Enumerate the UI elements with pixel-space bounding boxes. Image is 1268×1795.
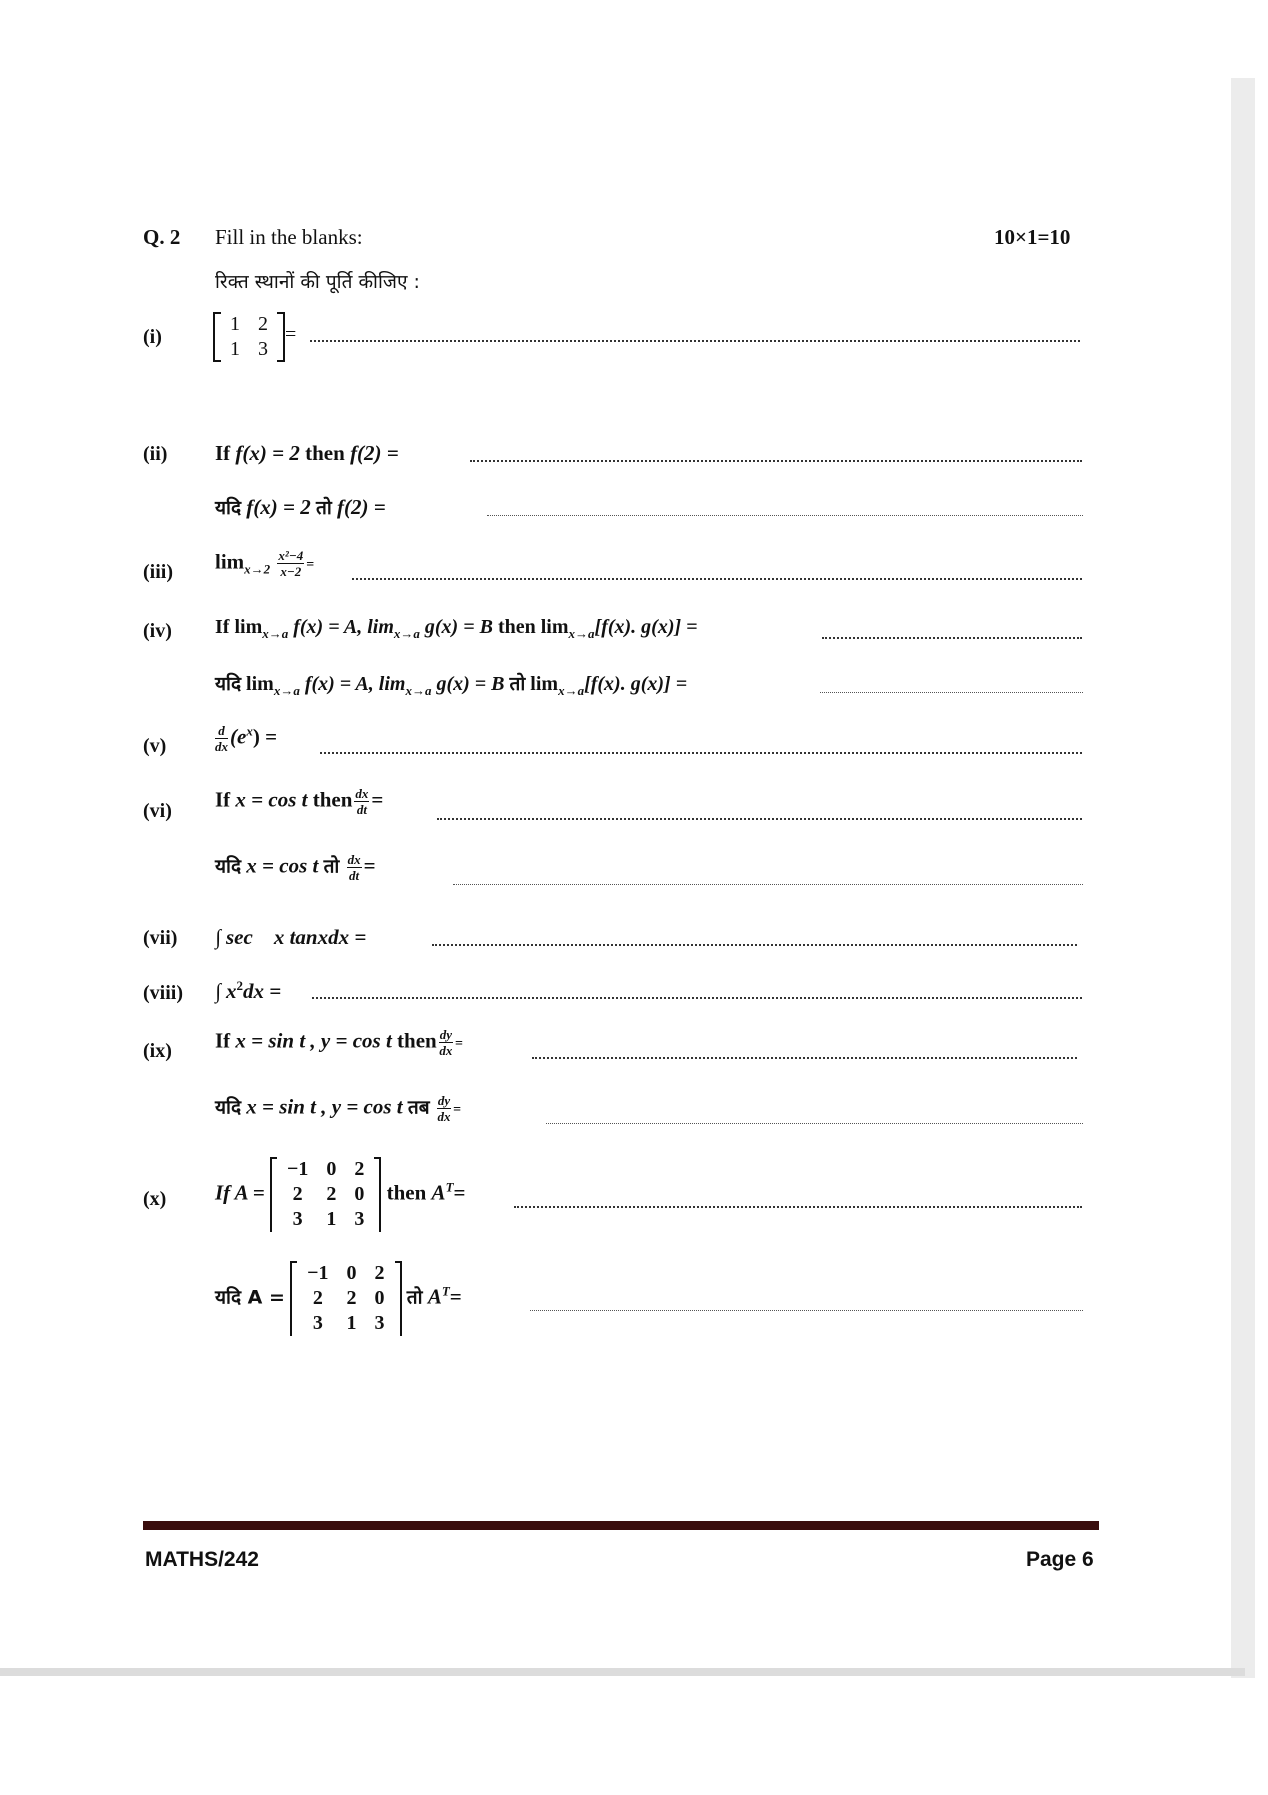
question-title-en: Fill in the blanks: bbox=[215, 225, 363, 249]
item-label: (iv) bbox=[143, 620, 172, 642]
item-ix-hi: यदि x = sin t , y = cos t तब $\frac{dy}{dx}$ = bbox=[215, 1093, 462, 1124]
answer-blank[interactable] bbox=[532, 1057, 1077, 1059]
footer-rule bbox=[143, 1521, 1099, 1530]
page-bottom-shadow bbox=[0, 1668, 1245, 1676]
item-label: (ii) bbox=[143, 443, 168, 465]
item-label: (i) bbox=[143, 326, 162, 348]
item-label: (viii) bbox=[143, 982, 183, 1004]
item-iv-en: If $\lim_{x\to a} f(x) = A$, $\lim_{x\to a} g(x) = B$ then $\lim_{x\to a}[f(x)$. g(x)] = bbox=[215, 616, 698, 641]
item-vii-expression: ∫ sec x tanxdx = bbox=[215, 925, 367, 949]
answer-blank[interactable] bbox=[822, 637, 1082, 639]
question-marks: 10×1=10 bbox=[994, 225, 1071, 249]
matrix: 1 2 1 3 bbox=[213, 312, 285, 362]
answer-blank[interactable] bbox=[487, 515, 1083, 516]
item-label: (vii) bbox=[143, 927, 178, 949]
question-number: Q. 2 bbox=[143, 225, 181, 249]
answer-blank[interactable] bbox=[530, 1310, 1083, 1311]
answer-blank[interactable] bbox=[437, 818, 1082, 820]
item-vi-en: If x = cos t then $\frac{dx}{dt}$ = bbox=[215, 786, 384, 817]
item-ii-hi: यदि f(x) = 2 तो f(2) = bbox=[215, 495, 386, 519]
page-number: Page 6 bbox=[1026, 1548, 1094, 1571]
answer-blank[interactable] bbox=[514, 1206, 1082, 1208]
item-iii-expression: $\lim_{x\to 2}$ $\frac{\text{x²−4}}{x-2}$ = bbox=[215, 548, 315, 579]
item-label: (x) bbox=[143, 1188, 167, 1210]
item-label: (v) bbox=[143, 735, 167, 757]
item-vi-hi: यदि x = cos t तो $\frac{dx}{dt}$ = bbox=[215, 852, 376, 883]
item-v-expression: $\frac{d}{dx}$ $(e^x)$ = bbox=[215, 723, 278, 754]
answer-blank[interactable] bbox=[546, 1123, 1083, 1124]
page-edge-shadow bbox=[1231, 78, 1255, 1678]
matrix: −1 0 2 2 2 0 3 1 3 bbox=[290, 1261, 401, 1336]
item-i-expression: 1 2 1 3 = bbox=[213, 312, 296, 362]
answer-blank[interactable] bbox=[352, 578, 1082, 580]
item-ix-en: If x = sin t , y = cos t then $\frac{dy}{dx}$ = bbox=[215, 1027, 463, 1058]
matrix: −1 0 2 2 2 0 3 1 3 bbox=[270, 1157, 381, 1232]
question-title-hi: रिक्त स्थानों की पूर्ति कीजिए : bbox=[215, 271, 420, 293]
answer-blank[interactable] bbox=[432, 944, 1077, 946]
paper-code: MATHS/242 bbox=[145, 1548, 259, 1571]
answer-blank[interactable] bbox=[320, 752, 1082, 754]
item-ii-en: If f(x) = 2 then f(2) = bbox=[215, 441, 399, 465]
item-x-en: If A = −1 0 2 2 2 0 3 1 3 then $A^T=$ bbox=[215, 1158, 466, 1230]
answer-blank[interactable] bbox=[453, 884, 1083, 885]
item-iv-hi: यदि $\lim_{x\to a} f(x) = A$, $\lim_{x\to a} g(x) = B$ तो $\lim_{x\to a}[f(x)$. g(x)] = bbox=[215, 673, 688, 698]
item-label: (ix) bbox=[143, 1040, 172, 1062]
item-viii-expression: ∫ $x^2dx$ = bbox=[215, 978, 282, 1003]
item-x-hi: यदि A = −1 0 2 2 2 0 3 1 3 तो $A^T=$ bbox=[215, 1262, 462, 1334]
answer-blank[interactable] bbox=[470, 460, 1082, 462]
answer-blank[interactable] bbox=[312, 997, 1082, 999]
answer-blank[interactable] bbox=[820, 692, 1083, 693]
item-label: (iii) bbox=[143, 561, 173, 583]
item-label: (vi) bbox=[143, 800, 172, 822]
answer-blank[interactable] bbox=[310, 340, 1080, 342]
